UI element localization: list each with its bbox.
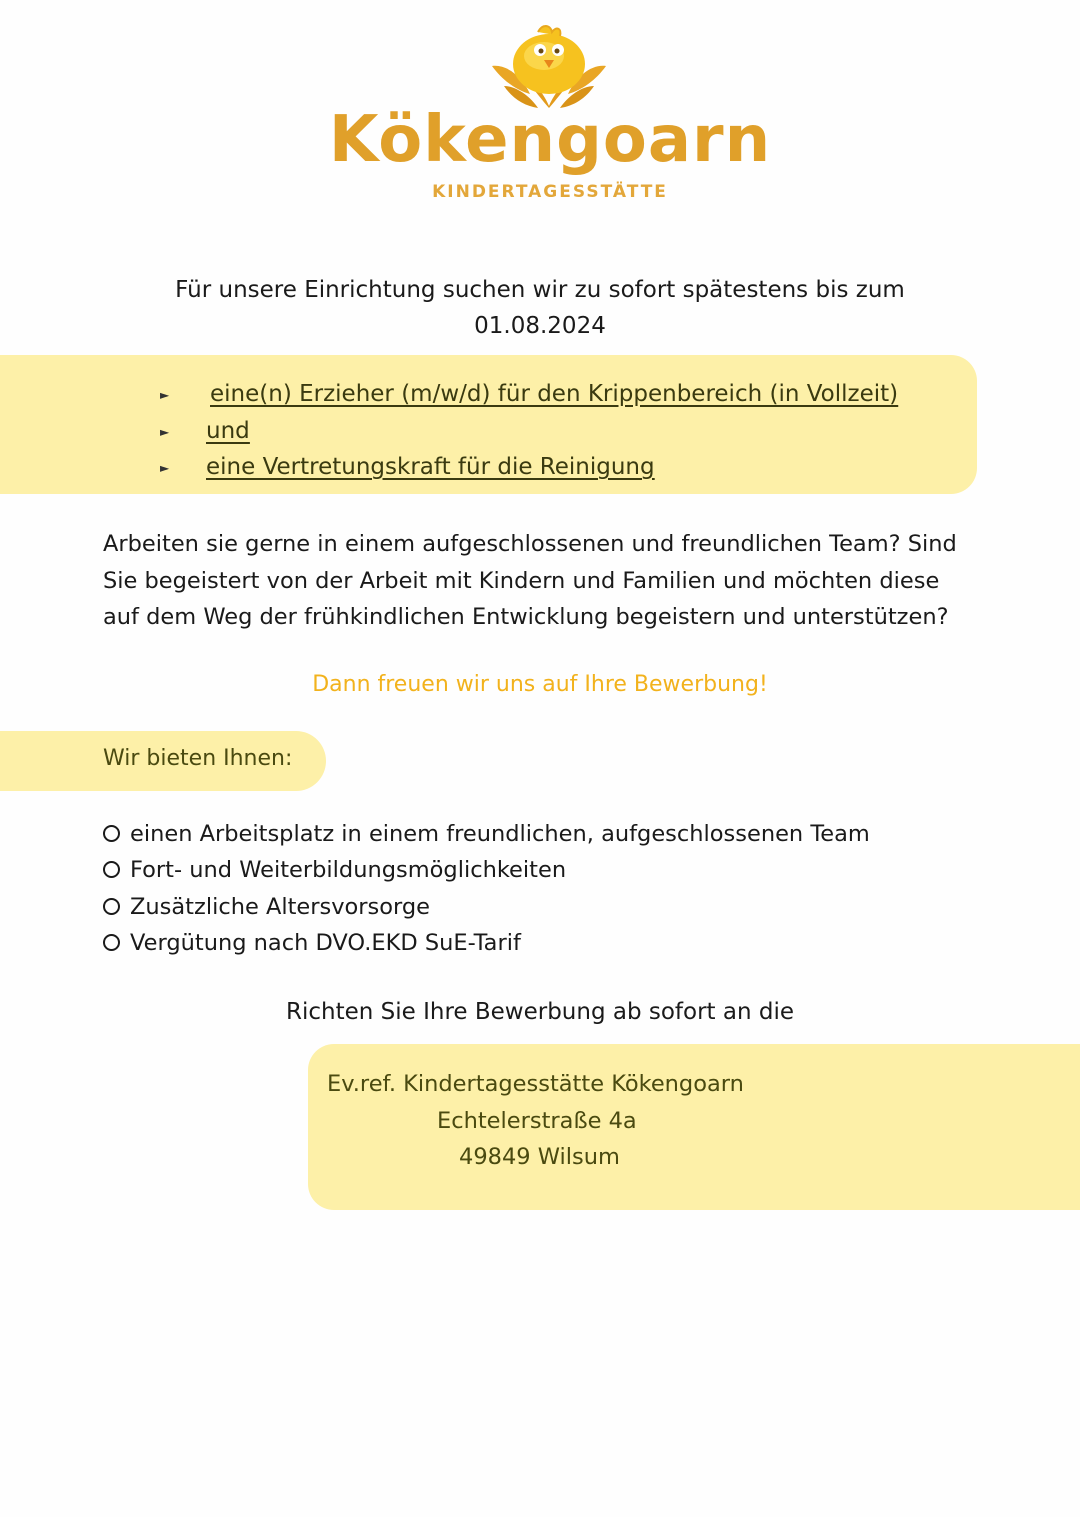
benefit-text: einen Arbeitsplatz in einem freundlichen, aufgeschlossenen Team bbox=[130, 821, 870, 847]
paragraph-line: Sie begeistert von der Arbeit mit Kindern und Familien und möchten diese bbox=[103, 567, 940, 594]
offer-heading: Wir bieten Ihnen: bbox=[103, 746, 293, 771]
description-paragraph bbox=[103, 526, 973, 636]
arrow-bullet-icon: ► bbox=[160, 460, 170, 475]
position-text: eine(n) Erzieher (m/w/d) für den Krippenbereich (in Vollzeit) bbox=[210, 381, 899, 407]
benefits-list bbox=[103, 816, 870, 961]
list-item bbox=[103, 925, 870, 961]
paragraph-line: auf dem Weg der frühkindlichen Entwicklung begeistern und unterstützen? bbox=[103, 604, 949, 630]
circle-bullet-icon bbox=[103, 825, 120, 842]
address-panel bbox=[308, 1044, 1080, 1210]
position-text: und bbox=[206, 418, 250, 444]
position-item bbox=[160, 454, 655, 480]
apply-instruction: Richten Sie Ihre Bewerbung ab sofort an die bbox=[285, 999, 795, 1025]
circle-bullet-icon bbox=[103, 861, 120, 878]
benefit-text: Zusätzliche Altersvorsorge bbox=[130, 893, 431, 920]
list-item bbox=[103, 889, 870, 925]
call-to-action: Dann freuen wir uns auf Ihre Bewerbung! bbox=[312, 672, 768, 697]
position-connector bbox=[160, 418, 250, 444]
intro-line-1: Für unsere Einrichtung suchen wir zu sofort spätestens bis zum bbox=[175, 277, 905, 303]
address-street: Echtelerstraße 4a bbox=[437, 1108, 637, 1134]
chick-in-nest-icon bbox=[486, 20, 612, 110]
intro-date: 01.08.2024 bbox=[474, 313, 606, 339]
address-city: 49849 Wilsum bbox=[459, 1144, 620, 1170]
benefit-text: Fort- und Weiterbildungsmöglichkeiten bbox=[130, 857, 567, 884]
arrow-bullet-icon: ► bbox=[160, 424, 170, 439]
list-item bbox=[103, 852, 870, 888]
logo-wordmark: Kökengoarn bbox=[328, 103, 772, 177]
paragraph-line: Arbeiten sie gerne in einem aufgeschlossenen und freundlichen Team? Sind bbox=[103, 531, 957, 557]
arrow-bullet-icon: ► bbox=[160, 387, 170, 402]
benefit-text: Vergütung nach DVO.EKD SuE-Tarif bbox=[130, 929, 521, 956]
address-line-1: Ev.ref. Kindertagesstätte Kökengoarn bbox=[327, 1071, 744, 1097]
position-text: eine Vertretungskraft für die Reinigung bbox=[206, 454, 655, 480]
circle-bullet-icon bbox=[103, 898, 120, 915]
circle-bullet-icon bbox=[103, 934, 120, 951]
logo-subtitle: KINDERTAGESSTÄTTE bbox=[432, 182, 668, 202]
position-item bbox=[160, 381, 898, 407]
intro-text bbox=[120, 272, 960, 344]
list-item bbox=[103, 816, 870, 852]
